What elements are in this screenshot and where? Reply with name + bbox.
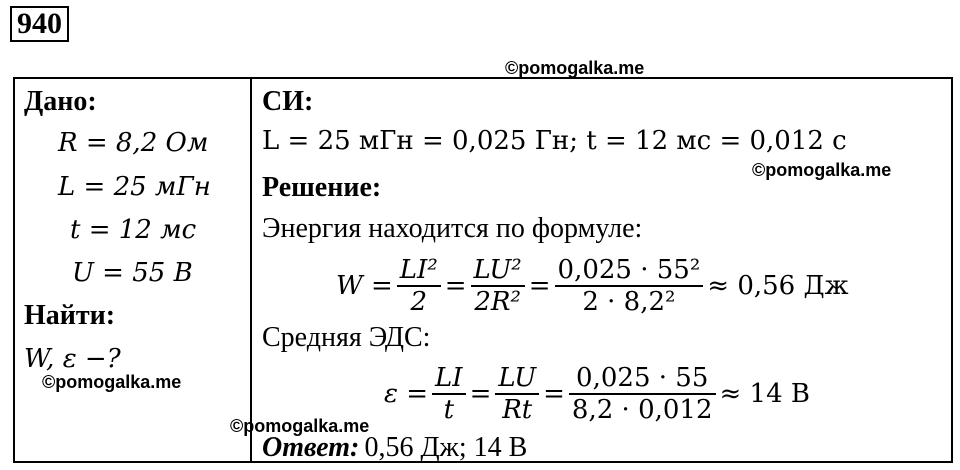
given-heading: Дано: xyxy=(24,86,97,117)
energy-fraction-2 xyxy=(471,255,525,317)
fraction-denominator: 2 · 8,2² xyxy=(582,287,676,317)
given-resistance: R = 8,2 Ом xyxy=(58,128,209,158)
si-heading: СИ: xyxy=(262,86,314,117)
emf-formula: ε = $\frac{LI}{t}$ = $\frac{LU}{Rt}$ = $\frac{0,025 \cdot 55}{8,2 \cdot 0,012}$ ≈ 14 В xyxy=(384,363,811,425)
column-divider xyxy=(250,77,252,463)
answer-text: 0,56 Дж; 14 В xyxy=(364,432,528,463)
fraction-denominator: 2R² xyxy=(474,287,521,317)
si-conversion: L = 25 мГн = 0,025 Гн; t = 12 мс = 0,012 с xyxy=(262,126,847,156)
fraction-numerator: LU xyxy=(495,363,539,395)
given-voltage: U = 55 В xyxy=(72,258,193,288)
fraction-denominator: Rt xyxy=(502,395,533,425)
fraction-numerator: 0,025 · 55² xyxy=(555,255,704,287)
problem-number: 940 xyxy=(10,6,69,42)
fraction-numerator: LI xyxy=(432,363,466,395)
energy-lhs: W = xyxy=(336,271,393,301)
emf-fraction-1 xyxy=(432,363,466,425)
fraction-numerator: 0,025 · 55 xyxy=(569,363,716,395)
watermark: ©pomogalka.me xyxy=(42,372,182,392)
watermark: ©pomogalka.me xyxy=(505,58,645,78)
energy-intro: Энергия находится по формуле: xyxy=(262,213,643,244)
fraction-numerator: LI² xyxy=(397,255,441,287)
emf-result: ≈ 14 В xyxy=(719,379,811,409)
fraction-numerator: LU² xyxy=(471,255,525,287)
fraction-denominator: 2 xyxy=(410,287,428,317)
fraction-denominator: t xyxy=(443,395,455,425)
answer-line xyxy=(262,432,527,464)
energy-fraction-1 xyxy=(397,255,441,317)
fraction-denominator: 8,2 · 0,012 xyxy=(571,395,713,425)
find-heading: Найти: xyxy=(24,300,116,331)
emf-fraction-3 xyxy=(569,363,716,425)
answer-label: Ответ: xyxy=(262,432,360,463)
emf-lhs: ε = xyxy=(384,379,429,409)
energy-fraction-3 xyxy=(555,255,704,317)
given-inductance: L = 25 мГн xyxy=(58,172,211,202)
emf-fraction-2 xyxy=(495,363,539,425)
find-text: W, ε −? xyxy=(24,344,121,374)
emf-intro: Средняя ЭДС: xyxy=(262,322,431,353)
energy-formula: W = $\frac{\text{LI²}}{2}$ = $\frac{\text{LU²}}{\text{2R²}}$ = $\frac{\text{0,025 · 55²}}{\text{2 · 8,2²}}$ ≈ 0,56 Дж xyxy=(336,255,849,317)
energy-result: ≈ 0,56 Дж xyxy=(707,271,849,301)
given-time: t = 12 мс xyxy=(70,215,197,245)
watermark: ©pomogalka.me xyxy=(230,416,370,436)
watermark: ©pomogalka.me xyxy=(752,160,892,180)
solution-heading: Решение: xyxy=(262,172,382,203)
